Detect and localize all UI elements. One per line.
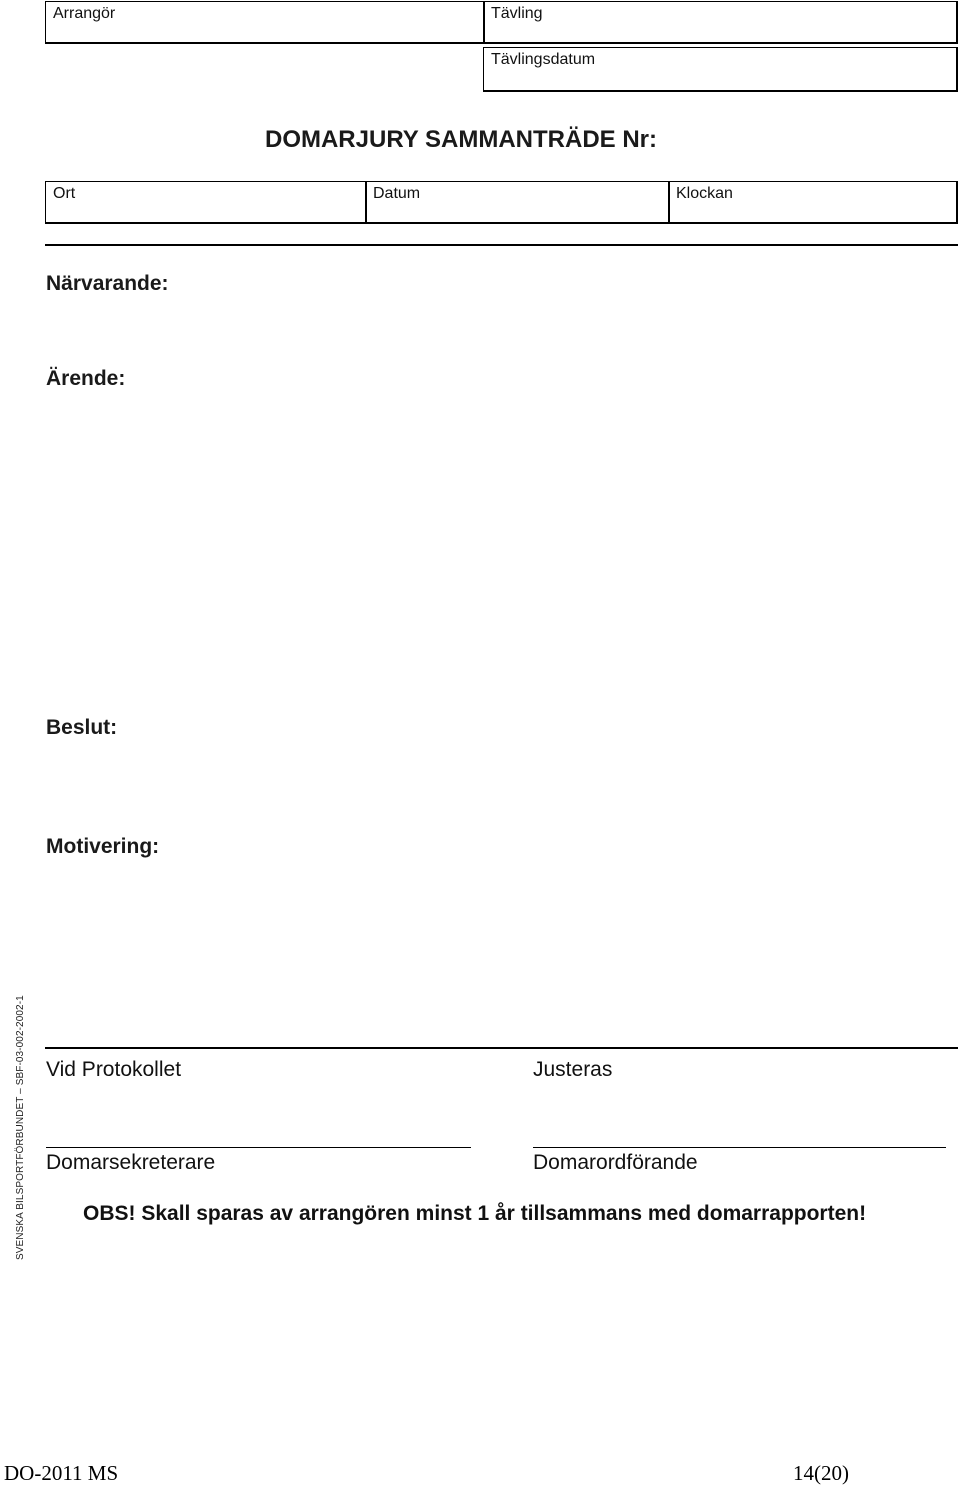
klockan-label: Klockan [676, 185, 733, 202]
footer-document-code: DO-2011 MS [4, 1461, 119, 1485]
obs-notice: OBS! Skall sparas av arrangören minst 1 år tillsammans med domarrapporten! [83, 1202, 867, 1225]
domarsekreterare-signature-line[interactable] [46, 1147, 471, 1148]
ort-field[interactable] [45, 181, 367, 224]
arende-heading: Ärende: [46, 367, 126, 390]
page-title: DOMARJURY SAMMANTRÄDE Nr: [264, 126, 657, 153]
datum-field[interactable] [365, 181, 670, 224]
ort-label: Ort [53, 185, 76, 202]
divider-bottom [45, 1047, 958, 1049]
divider-top [45, 244, 958, 246]
side-document-code: SVENSKA BILSPORTFÖRBUNDET – SBF-03-002-2002-1 [15, 995, 26, 1260]
tavling-label: Tävling [491, 5, 543, 22]
tavling-field[interactable] [483, 1, 958, 44]
tavlingsdatum-field[interactable] [483, 47, 958, 92]
domarordforande-signature-line[interactable] [533, 1147, 946, 1148]
domarordforande-label: Domarordförande [533, 1151, 698, 1174]
arrangor-label: Arrangör [53, 5, 116, 22]
tavlingsdatum-label: Tävlingsdatum [491, 51, 596, 68]
domarsekreterare-label: Domarsekreterare [46, 1151, 216, 1174]
klockan-field[interactable] [668, 181, 958, 224]
datum-label: Datum [373, 185, 421, 202]
vid-protokollet-label: Vid Protokollet [46, 1058, 182, 1081]
footer-page-number: 14(20) [793, 1461, 849, 1485]
motivering-heading: Motivering: [46, 835, 160, 858]
arrangor-field[interactable] [45, 1, 485, 44]
beslut-heading: Beslut: [46, 716, 118, 739]
justeras-label: Justeras [533, 1058, 613, 1081]
narvarande-heading: Närvarande: [46, 272, 169, 295]
